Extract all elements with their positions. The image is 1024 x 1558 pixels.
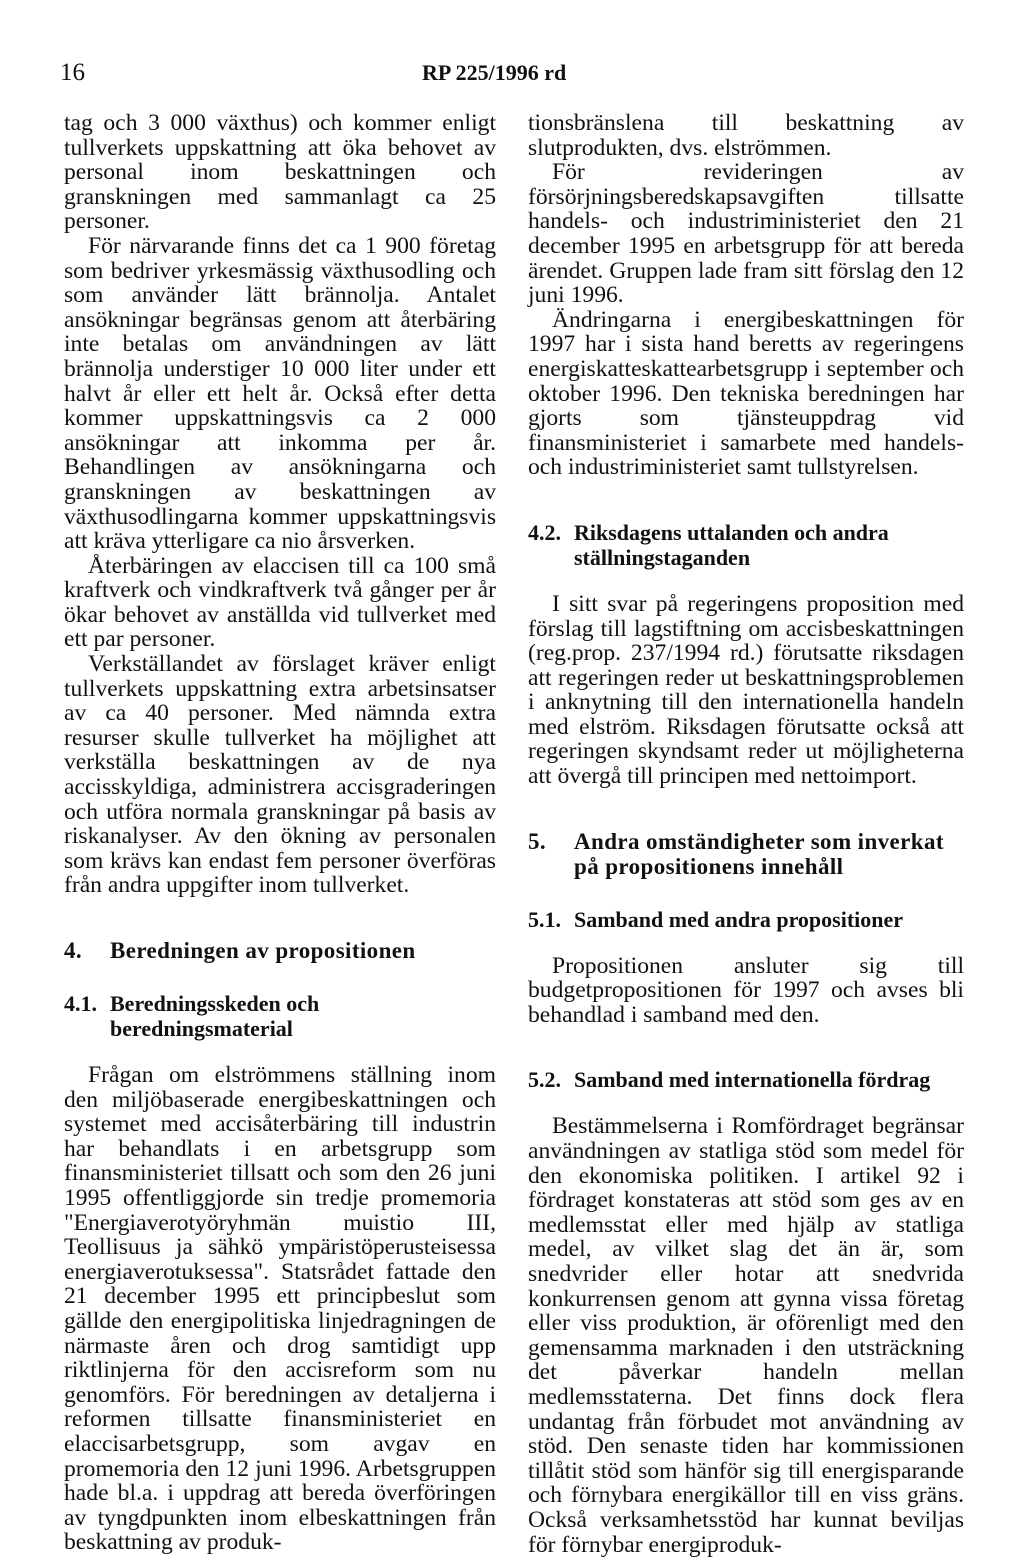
right-column: [528, 111, 964, 1557]
section-number: 5.: [528, 828, 547, 854]
section-title: Beredningen av propositionen: [110, 938, 416, 963]
section-title: Beredningsskeden och beredningsmaterial: [110, 991, 320, 1041]
paragraph: Propositionen ansluter sig till budgetpropositionen för 1997 och avses bli behandlad i samband med den.: [528, 952, 964, 1028]
section-title: Riksdagens uttalanden och andra ställningstaganden: [574, 519, 889, 570]
section-heading-4-2: [528, 520, 964, 570]
paragraph: Bestämmelserna i Romfördraget begränsar användningen av statliga stöd som medel för den ekonomiska politiken. I artikel 92 i fördraget konstateras att stöd som ges av en medlemsstat eller med hjälp av statliga medel, av vilket slag det än är, som snedvrider eller hotar att snedvrida konkurrensen genom att gynna vissa företag eller viss produktion, är oförenligt med den gemensamma marknaden i den utsträckning det påverkar handeln mellan medlemsstaterna. Det finns dock flera undantag från förbudet mot användning av stöd. Den senaste tiden har kommissionen tillåtit stöd som hänför sig till energisparande och förnybara energikällor till en viss gräns. Också verksamhetsstöd har kunnat beviljas för förnybar energiproduk-: [528, 1113, 964, 1558]
paragraph: Verkställandet av förslaget kräver enligt tullverkets uppskattning extra arbetsinsatser av ca 40 personer. Med nämnda extra resurser skulle tullverket ha möjlighet att verkställa beskattningen av de nya accisskyldiga, administrera accisgraderingen och utföra normala granskningar på basis av riskanalyser. Av den ökning av personalen som krävs kan endast fem personer överföras från andra uppgifter inom tullverket.: [64, 651, 496, 899]
section-number: 4.2.: [528, 519, 561, 545]
section-number: 5.1.: [528, 906, 561, 932]
section-number: 4.: [64, 938, 83, 963]
paragraph: För närvarande finns det ca 1 900 företag som bedriver yrkesmässig växthusodling och som använder lätt brännolja. Antalet ansökningar begränsas genom att återbäring inte betalas om användningen av lätt brännolja understiger 10 000 liter under ett halvt år eller ett helt år. Också efter detta kommer uppskattningsvis ca 2 000 ansökningar att inkomma per år. Behandlingen av ansökningarna och granskningen av beskattningen av växthusodlingarna kommer uppskattningsvis att kräva ytterligare ca nio årsverken.: [64, 232, 496, 555]
section-heading-5-2: [528, 1067, 964, 1092]
paragraph: Ändringarna i energibeskattningen för 1997 har i sista hand beretts av regeringens energiskatteskattearbetsgrupp i september och oktober 1996. Den tekniska beredningen har gjorts som tjänsteuppdrag vid finansministeriet i samarbete med handels- och industriministeriet samt tullstyrelsen.: [528, 306, 964, 481]
section-heading-4: [64, 938, 496, 963]
section-number: 5.2.: [528, 1067, 561, 1093]
section-heading-5: [528, 829, 964, 879]
section-title: Samband med internationella fördrag: [574, 1067, 931, 1093]
section-heading-4-1: [64, 991, 496, 1041]
page-number: 16: [60, 59, 85, 86]
section-title: Andra omständigheter som inverkat på propositionens innehåll: [574, 828, 944, 879]
running-head: RP 225/1996 rd: [422, 60, 567, 85]
paragraph: tag och 3 000 växthus) och kommer enligt tullverkets uppskattning att öka behovet av personal inom beskattningen och granskningen med sammanlagt ca 25 personer.: [64, 110, 496, 235]
section-number: 4.1.: [64, 991, 97, 1016]
left-column: [64, 111, 496, 1555]
section-heading-5-1: [528, 907, 964, 932]
paragraph: tionsbränslena till beskattning av slutprodukten, dvs. elströmmen.: [528, 110, 964, 161]
paragraph: För revideringen av försörjningsberedskapsavgiften tillsatte handels- och industriministeriet den 21 december 1995 en arbetsgrupp för att bereda ärendet. Gruppen lade fram sitt förslag den 12 juni 1996.: [528, 159, 964, 309]
section-title: Samband med andra propositioner: [574, 906, 904, 932]
paragraph: I sitt svar på regeringens proposition med förslag till lagstiftning om accisbeskattningen (reg.prop. 237/1994 rd.) förutsatte riksdagen att regeringen reder ut beskattningsproblemen i anknytning till den internationella handeln med elström. Riksdagen förutsatte också att regeringen skyndsamt reder ut möjligheterna att övergå till principen med nettoimport.: [528, 590, 964, 790]
paragraph: Återbäringen av elaccisen till ca 100 små kraftverk och vindkraftverk två gånger per år ökar behovet av anställda vid tullverket med ett par personer.: [64, 552, 496, 653]
paragraph: Frågan om elströmmens ställning inom den miljöbaserade energibeskattningen och systemet med accisåterbäring till industrin har behandlats i en arbetsgrupp som finansministeriet tillsatt och som den 26 juni 1995 offentliggjorde sin tredje promemoria "Energiaverotyöryhmän muistio III, Teollisuus ja sähkö ympäristöperusteisessa energiaverotuksessa". Statsrådet fattade den 21 december 1995 ett principbeslut som gällde den energipolitiska linjedragningen de närmaste åren och drog samtidigt upp riktlinjerna för den accisreform som nu genomförs. För beredningen av detaljerna i reformen tillsatte finansministeriet en elaccisarbetsgrupp, som avgav en promemoria den 12 juni 1996. Arbetsgruppen hade bl.a. i uppdrag att bereda överföringen av tyngdpunkten inom elbeskattningen från beskattning av produk-: [64, 1062, 496, 1556]
